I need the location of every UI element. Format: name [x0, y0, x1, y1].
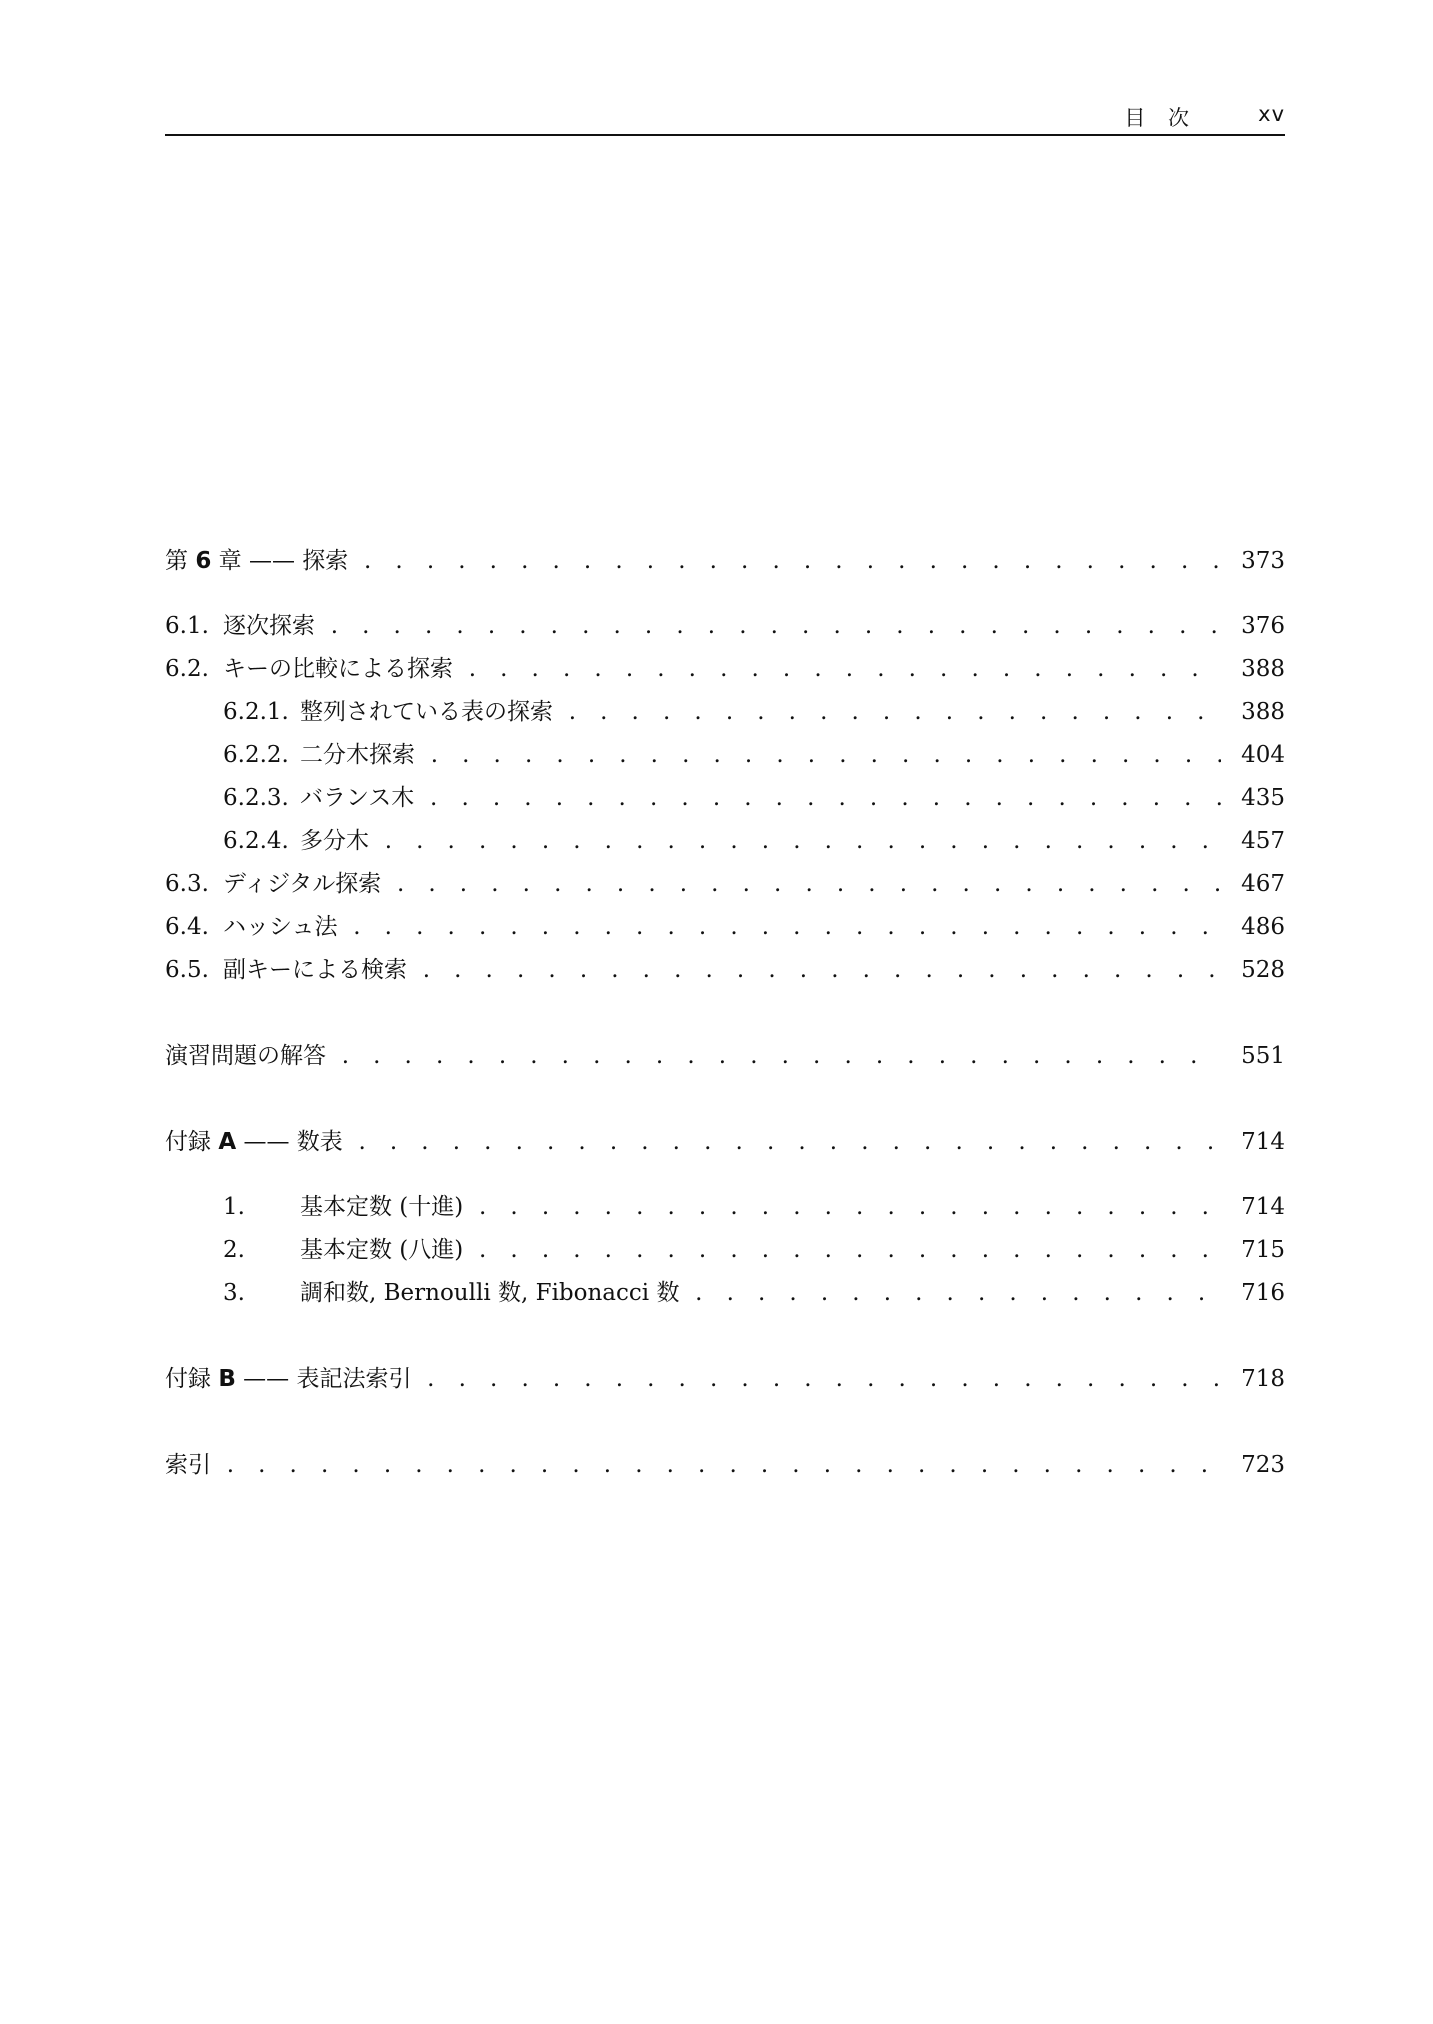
toc-section-number: 6.2.2. [223, 742, 289, 768]
toc-section-title: 逐次探索 [223, 613, 315, 639]
toc-section-number: 6.2. [165, 656, 209, 682]
toc-section-title: キーの比較による探索 [223, 656, 453, 682]
toc-table-title: 基本定数 (十進) [300, 1194, 464, 1220]
toc-table-3[interactable] [165, 1272, 1285, 1315]
toc-page-number: 467 [1241, 871, 1285, 897]
toc-appendix-a-label: 付録 A —— 数表 [165, 1129, 343, 1155]
toc-subsection-6-2-4[interactable] [165, 820, 1285, 863]
toc-table-number: 1. [223, 1194, 245, 1220]
running-header [165, 100, 1285, 136]
toc-chapter-6-label: 第 6 章 —— 探索 [165, 548, 349, 574]
toc-appendix-b[interactable] [165, 1358, 1285, 1401]
toc-section-6-3[interactable] [165, 863, 1285, 906]
toc-section-6-2[interactable] [165, 648, 1285, 691]
header-page-number: xv [1258, 102, 1285, 126]
toc-section-title: ディジタル探索 [223, 871, 382, 897]
toc-section-number: 6.5. [165, 957, 209, 983]
toc-section-title: 二分木探索 [300, 742, 415, 768]
toc-subsection-6-2-3[interactable] [165, 777, 1285, 820]
toc-subsection-6-2-2[interactable] [165, 734, 1285, 777]
toc-section-title: ハッシュ法 [223, 914, 338, 940]
toc-page-number: 716 [1241, 1280, 1285, 1306]
toc-section-title: 多分木 [300, 828, 369, 854]
toc-page-number: 714 [1241, 1194, 1285, 1220]
header-title: 目 次 [1124, 106, 1197, 130]
toc-page-number: 404 [1241, 742, 1285, 768]
toc-section-number: 6.4. [165, 914, 209, 940]
toc-table-number: 2. [223, 1237, 245, 1263]
toc-page-number: 388 [1241, 699, 1285, 725]
toc-index-label: 索引 [165, 1452, 211, 1478]
toc-section-number: 6.2.4. [223, 828, 289, 854]
toc-answers-label: 演習問題の解答 [165, 1043, 326, 1069]
toc-page-number: 723 [1241, 1452, 1285, 1478]
toc-page-number: 486 [1241, 914, 1285, 940]
toc-section-title: 整列されている表の探索 [300, 699, 553, 725]
toc-exercise-answers[interactable] [165, 1035, 1285, 1078]
toc-page-number: 388 [1241, 656, 1285, 682]
toc-chapter-6[interactable] [165, 540, 1285, 583]
toc-subsection-6-2-1[interactable] [165, 691, 1285, 734]
toc-page-number: 718 [1241, 1366, 1285, 1392]
toc-section-6-4[interactable] [165, 906, 1285, 949]
toc-section-number: 6.2.1. [223, 699, 289, 725]
toc-page-number: 376 [1241, 613, 1285, 639]
toc-section-number: 6.3. [165, 871, 209, 897]
toc-table-number: 3. [223, 1280, 245, 1306]
toc-page-number: 551 [1241, 1043, 1285, 1069]
toc-page-number: 457 [1241, 828, 1285, 854]
toc-page-number: 715 [1241, 1237, 1285, 1263]
toc-appendix-b-label: 付録 B —— 表記法索引 [165, 1366, 412, 1392]
toc-page-number: 373 [1241, 548, 1285, 574]
toc-section-title: バランス木 [300, 785, 415, 811]
toc-table-title: 基本定数 (八進) [300, 1237, 464, 1263]
toc-table-1[interactable] [165, 1186, 1285, 1229]
toc-table-2[interactable] [165, 1229, 1285, 1272]
toc-page-number: 714 [1241, 1129, 1285, 1155]
toc-table-title: 調和数, Bernoulli 数, Fibonacci 数 [300, 1280, 680, 1306]
toc-page-number: 528 [1241, 957, 1285, 983]
toc-section-number: 6.1. [165, 613, 209, 639]
toc-appendix-a[interactable] [165, 1121, 1285, 1164]
toc-section-number: 6.2.3. [223, 785, 289, 811]
toc-index[interactable] [165, 1444, 1285, 1487]
toc-section-6-1[interactable] [165, 605, 1285, 648]
table-of-contents [165, 540, 1285, 1487]
toc-section-title: 副キーによる検索 [223, 957, 407, 983]
toc-page-number: 435 [1241, 785, 1285, 811]
toc-section-6-5[interactable] [165, 949, 1285, 992]
